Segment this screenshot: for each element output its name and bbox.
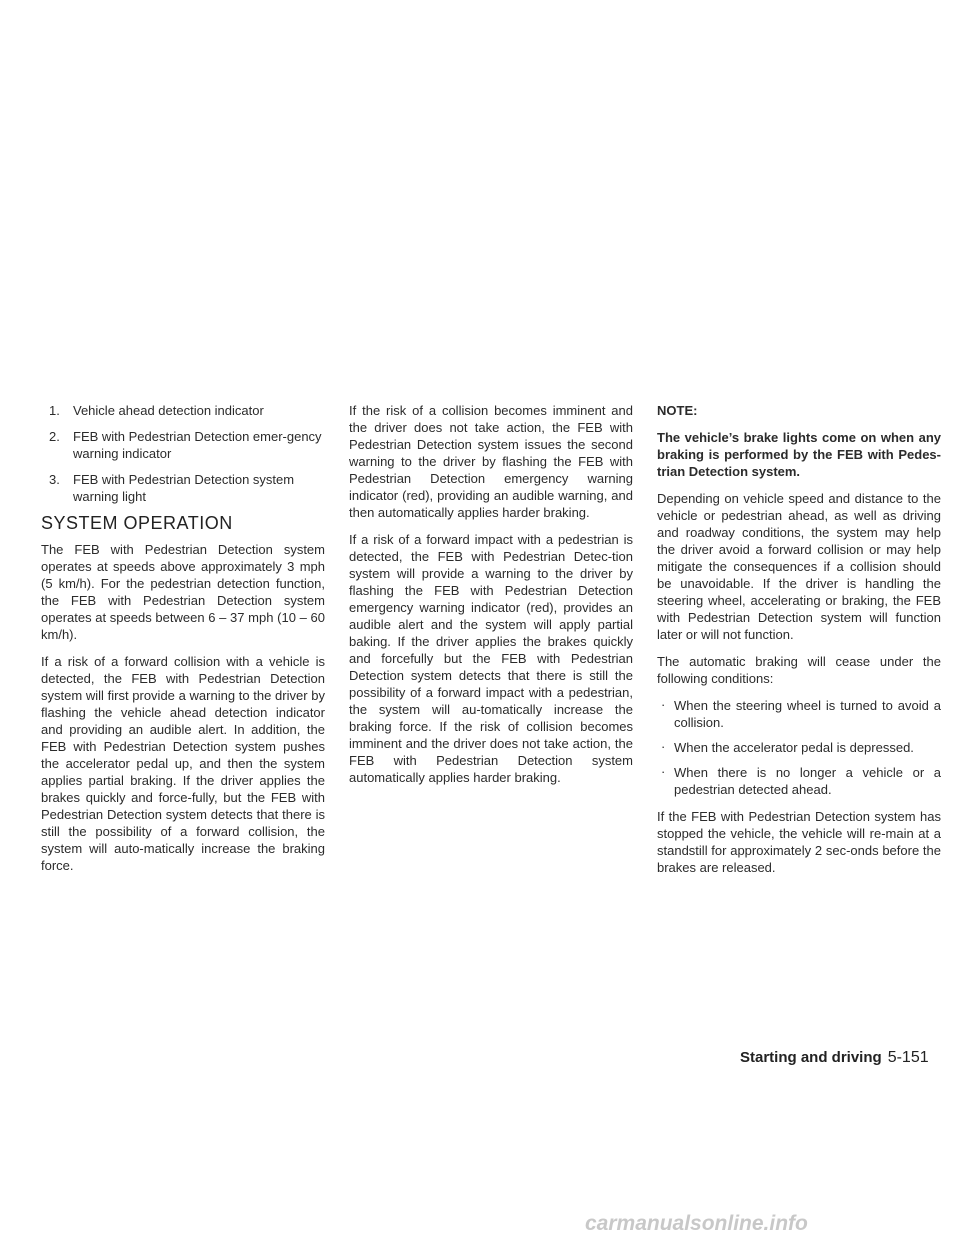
section-heading: SYSTEM OPERATION <box>41 513 233 533</box>
column-3 <box>657 402 941 886</box>
list-item: · When the steering wheel is turned to avoid a collision. <box>661 697 941 730</box>
note-text: The vehicle’s brake lights come on when any braking is performed by the FEB with Pedes-trian Detection system. <box>657 430 941 479</box>
list-item: · When there is no longer a vehicle or a pedestrian detected ahead. <box>661 764 941 797</box>
list-item: 2. FEB with Pedestrian Detection emer-gency warning indicator <box>49 429 322 461</box>
column-1 <box>41 402 325 884</box>
paragraph: If the risk of a collision becomes imminent and the driver does not take action, the FEB with Pedestrian Detection system issues the second warning to the driver by flashing the FEB with Pedestrian Detection emergency warning indicator (red), providing an audible warning, and then automatically applies harder braking. <box>349 403 633 520</box>
paragraph: If a risk of a forward collision with a vehicle is detected, the FEB with Pedestrian Detection system will first provide a warning to the driver by flashing the vehicle ahead detection indicator and providing an audible alert. In addition, the FEB with Pedestrian Detection system pushes the accelerator pedal up, and then the system applies partial braking. If the driver applies the brakes quickly and force-fully, but the FEB with Pedestrian Detection system detects that there is still the possibility of a forward collision, the system will auto-matically increase the braking force. <box>41 654 325 873</box>
bullet-icon: · <box>661 764 666 779</box>
paragraph: If a risk of a forward impact with a pedestrian is detected, the FEB with Pedestrian Detec-tion system will provide a warning to the driver by flashing the FEB with Pedestrian Detection emergency warning indicator (red), provides an audible alert and the system will apply partial baking. If the driver applies the brakes quickly and forcefully but the FEB with Pedestrian Detection system detects that there is still the possibility of a forward impact with a pedestrian, the system will au-tomatically increase the braking force. If the risk of collision becomes imminent and the driver does not take action, the FEB with Pedestrian Detection system automatically applies harder braking. <box>349 532 633 785</box>
section-name: Starting and driving <box>740 1049 882 1066</box>
paragraph: The FEB with Pedestrian Detection system operates at speeds above approximately 3 mph (5 km/h). For the pedestrian detection function, the FEB with Pedestrian Detection system operates at speeds between 6 – 37 mph (10 – 60 km/h). <box>41 542 325 642</box>
column-2 <box>349 402 633 796</box>
paragraph: If the FEB with Pedestrian Detection system has stopped the vehicle, the vehicle will re-main at a standstill for approximately 2 sec-onds before the brakes are released. <box>657 809 941 875</box>
note-title: NOTE: <box>657 403 698 418</box>
list-item: · When the accelerator pedal is depressed. <box>661 739 914 755</box>
bullet-icon: · <box>661 739 666 754</box>
list-item: 3. FEB with Pedestrian Detection system warning light <box>49 472 295 504</box>
paragraph: Depending on vehicle speed and distance to the vehicle or pedestrian ahead, as well as driving and roadway conditions, the system may help the driver avoid a forward collision or may help mitigate the consequences if a collision should be unavoidable. If the driver is handling the steering wheel, accelerating or braking, the FEB with Pedestrian Detection system will function later or will not function. <box>657 491 941 642</box>
bullet-icon: · <box>661 697 666 712</box>
page-footer <box>740 1049 929 1067</box>
page-number: 5-151 <box>887 1049 929 1066</box>
conditions-list <box>657 697 941 798</box>
list-item: 1. Vehicle ahead detection indicator <box>49 403 264 418</box>
indicator-list <box>41 402 325 505</box>
paragraph: The automatic braking will cease under the following conditions: <box>657 654 941 686</box>
watermark: carmanualsonline.info <box>585 1212 808 1235</box>
